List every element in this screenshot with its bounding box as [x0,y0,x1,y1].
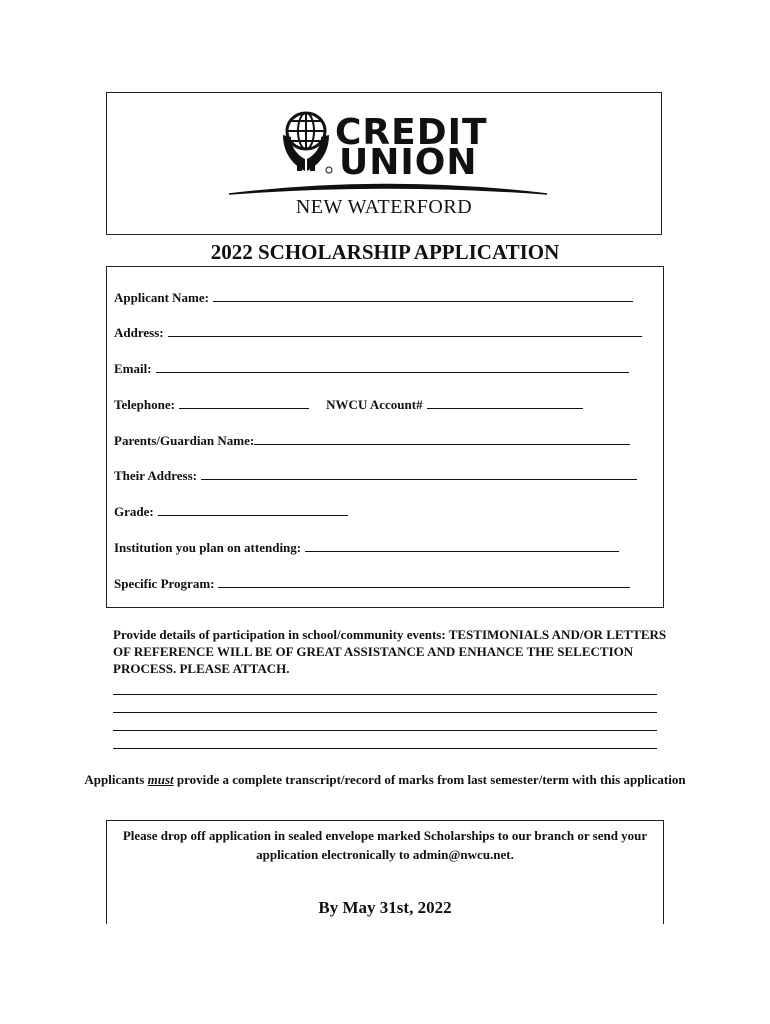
address-label: Address: [114,325,164,340]
program-row [114,574,630,591]
guardian-name-field[interactable] [254,431,630,445]
applicant-name-label: Applicant Name: [114,290,209,305]
email-row [114,359,629,376]
address-row [114,323,642,340]
address-field[interactable] [168,323,642,337]
transcript-note-emphasis: must [147,772,174,787]
globe-icon [287,113,325,149]
dropoff-instructions: Please drop off application in sealed envelope marked Scholarships to our branch or send your application electronically to admin@nwcu.net. [122,828,648,862]
details-line-1[interactable] [113,694,657,695]
grade-row [114,502,348,519]
transcript-note-before: Applicants [84,772,148,787]
institution-label: Institution you plan on attending: [114,540,302,555]
participation-details-text: Provide details of participation in school/community events: TESTIMONIALS AND/OR LETTERS OF REFERENCE WILL BE OF GREAT ASSISTANCE AND ENHANCE THE SELECTION PROCESS. PLEASE ATTACH. [113,627,667,676]
program-field[interactable] [218,574,630,588]
institution-field[interactable] [305,538,619,552]
guardian-name-label: Parents/Guardian Name: [114,433,255,448]
grade-field[interactable] [158,502,348,516]
email-field[interactable] [156,359,629,373]
their-address-field[interactable] [201,466,637,480]
details-line-3[interactable] [113,730,657,731]
email-label: Email: [114,361,152,376]
telephone-field[interactable] [179,395,309,409]
applicant-name-field[interactable] [213,288,633,302]
telephone-row [114,395,583,412]
grade-label: Grade: [114,504,154,519]
applicant-name-row [114,288,633,305]
institution-row [114,538,619,555]
applicant-form [106,266,664,608]
transcript-note [0,770,770,789]
program-label: Specific Program: [114,576,215,591]
account-field[interactable] [427,395,583,409]
page-title: 2022 SCHOLARSHIP APPLICATION [210,240,560,264]
logo-subtitle: NEW WATERFORD [295,196,473,218]
details-line-2[interactable] [113,712,657,713]
telephone-label: Telephone: [114,397,175,412]
their-address-row [114,466,637,483]
guardian-name-row [114,431,630,448]
transcript-note-after: provide a complete transcript/record of marks from last semester/term with this application [173,772,686,787]
logo-union-text: UNION [339,142,478,183]
their-address-label: Their Address: [114,468,197,483]
details-line-4[interactable] [113,748,657,749]
dropoff-box [106,820,664,924]
logo-credit-text: CREDIT [335,112,488,153]
account-label: NWCU Account# [326,397,423,412]
logo-box [106,92,662,235]
deadline-text: By May 31st, 2022 [318,898,452,917]
